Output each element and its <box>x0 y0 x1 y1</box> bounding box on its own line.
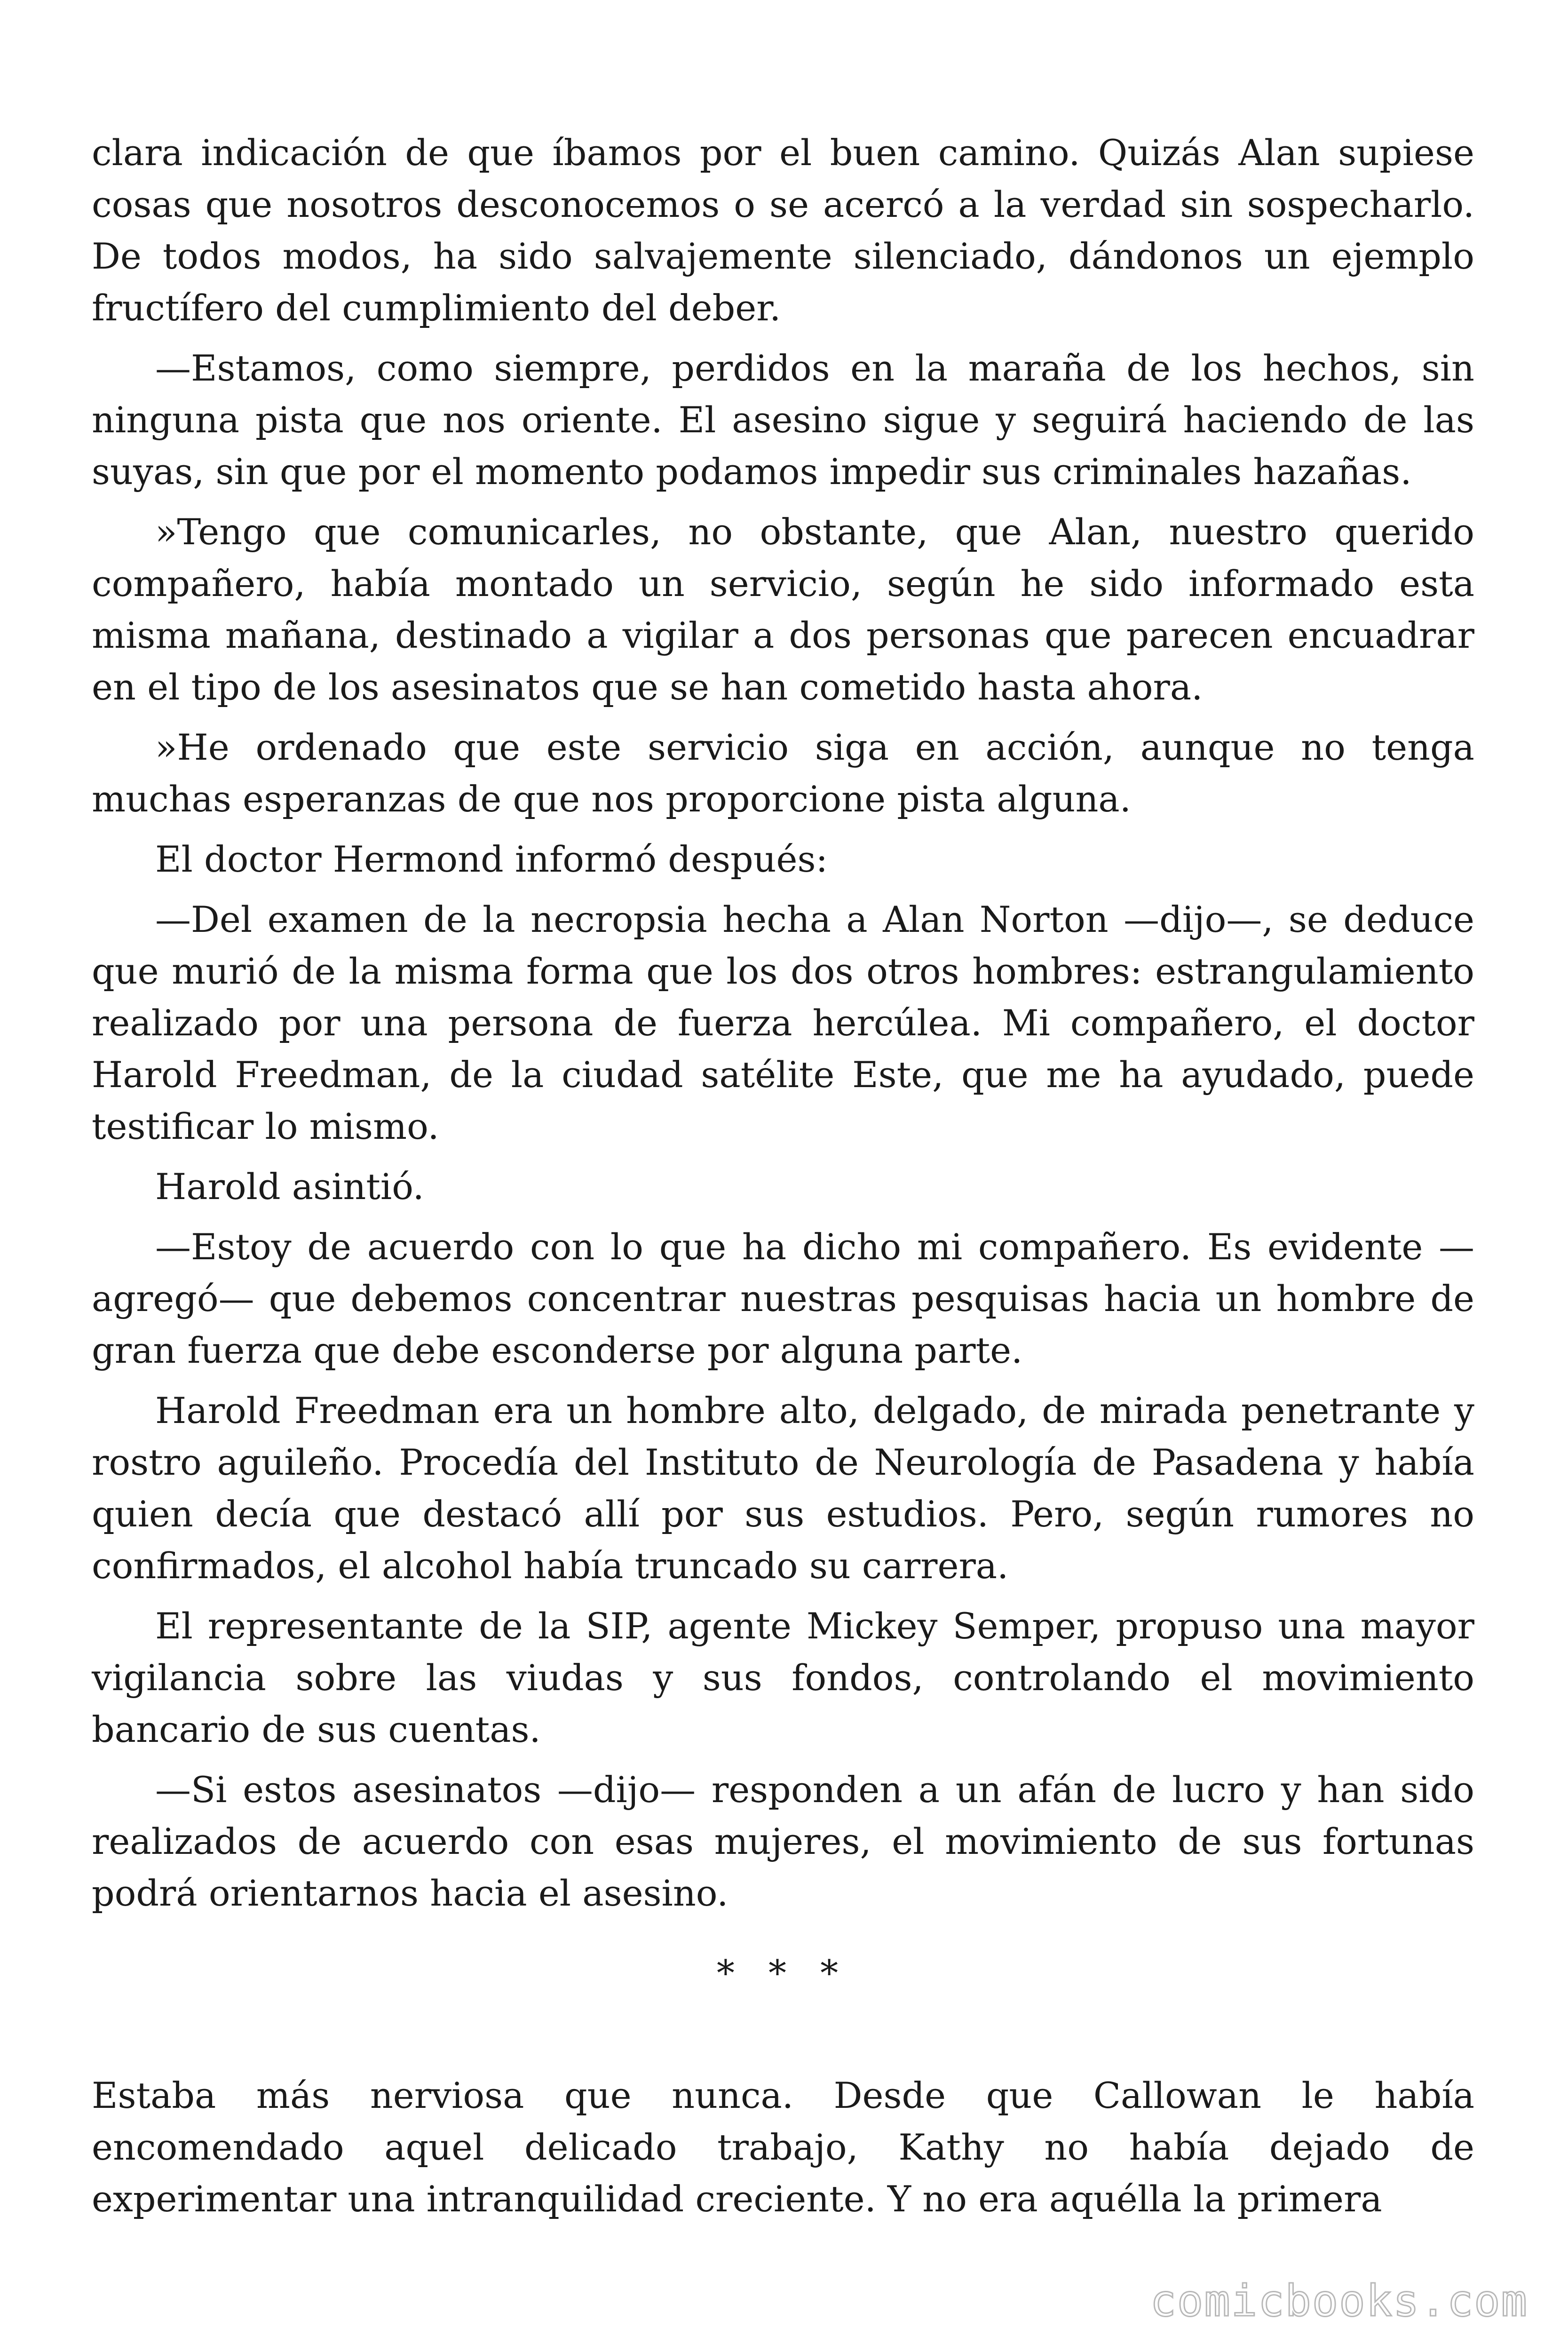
paragraph-9: Harold Freedman era un hombre alto, delgado, de mirada penetrante y rostro aguileño. Procedía del Instituto de Neurología de Pasadena y había quien decía que destacó allí por sus estudios. Pero, según rumores no confirmados, el alcohol había truncado su carrera. <box>92 1390 1474 1587</box>
page-body <box>92 127 1474 2233</box>
paragraph-4: »He ordenado que este servicio siga en acción, aunque no tenga muchas esperanzas de que nos proporcione pista alguna. <box>92 726 1474 820</box>
paragraph-6: —Del examen de la necropsia hecha a Alan Norton —dijo—, se deduce que murió de la misma forma que los dos otros hombres: estrangulamiento realizado por una persona de fuerza hercúlea. Mi compañero, el doctor Harold Freedman, de la ciudad satélite Este, que me ha ayudado, puede testificar lo mismo. <box>92 898 1474 1147</box>
paragraph-11: —Si estos asesinatos —dijo— responden a un afán de lucro y han sido realizados de acuerdo con esas mujeres, el movimiento de sus fortunas podrá orientarnos hacia el asesino. <box>92 1769 1474 1914</box>
paragraph-2: —Estamos, como siempre, perdidos en la maraña de los hechos, sin ninguna pista que nos oriente. El asesino sigue y seguirá haciendo de las suyas, sin que por el momento podamos impedir sus criminales hazañas. <box>92 347 1474 493</box>
paragraph-10: El representante de la SIP, agente Mickey Semper, propuso una mayor vigilancia sobre las viudas y sus fondos, controlando el movimiento bancario de sus cuentas. <box>92 1605 1474 1750</box>
paragraph-7: Harold asintió. <box>155 1166 424 1208</box>
paragraph-12: Estaba más nerviosa que nunca. Desde que Callowan le había encomendado aquel delicado trabajo, Kathy no había dejado de experimentar una intranquilidad creciente. Y no era aquélla la primera <box>92 2074 1474 2220</box>
paragraph-3: »Tengo que comunicarles, no obstante, que Alan, nuestro querido compañero, había montado un servicio, según he sido informado esta misma mañana, destinado a vigilar a dos personas que parecen encuadrar en el tipo de los asesinatos que se han cometido hasta ahora. <box>92 511 1474 708</box>
paragraph-1: clara indicación de que íbamos por el buen camino. Quizás Alan supiese cosas que nosotros desconocemos o se acercó a la verdad sin sospecharlo. De todos modos, ha sido salvajemente silenciado, dándonos un ejemplo fructífero del cumplimiento del deber. <box>92 132 1474 329</box>
paragraph-8: —Estoy de acuerdo con lo que ha dicho mi compañero. Es evidente —agregó— que debemos concentrar nuestras pesquisas hacia un hombre de gran fuerza que debe esconderse por alguna parte. <box>92 1226 1474 1371</box>
paragraph-5: El doctor Hermond informó después: <box>155 838 828 880</box>
section-separator: * * * <box>716 1952 850 1994</box>
watermark-text: comicbooks.com <box>1150 2276 1528 2326</box>
